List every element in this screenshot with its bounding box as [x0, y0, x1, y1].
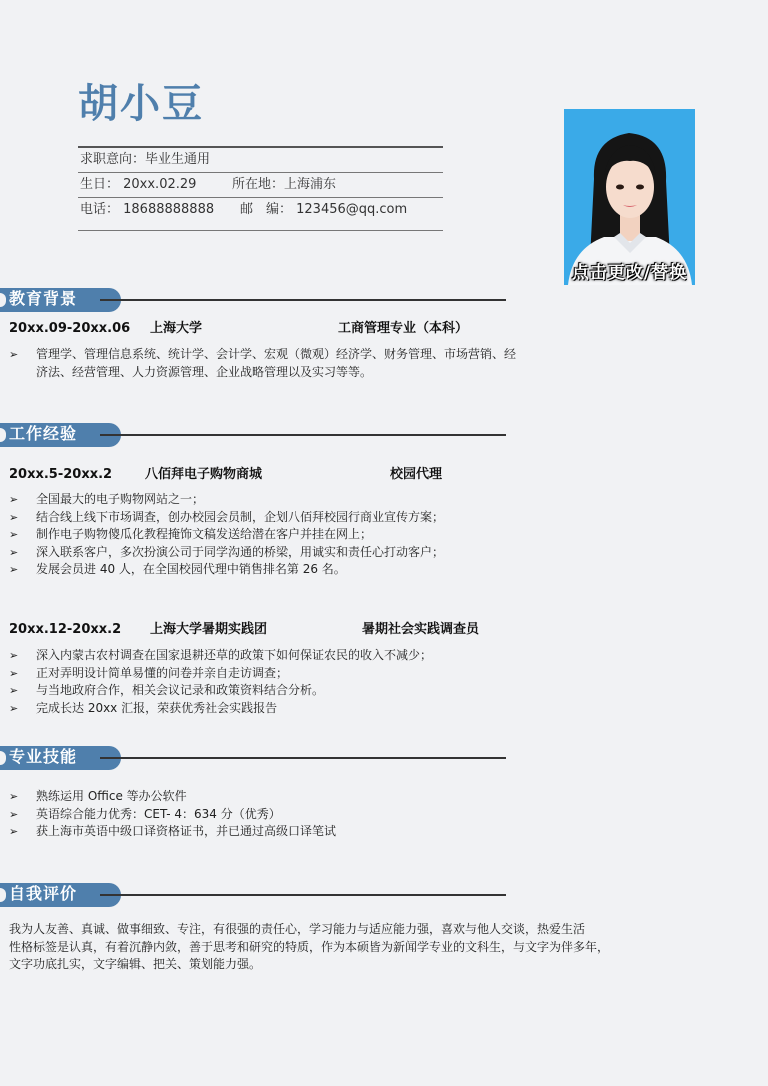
phone: 电话： 18688888888: [80, 202, 215, 217]
education-period: 20xx.09-20xx.06: [9, 321, 131, 336]
phone-email-row: [78, 198, 443, 222]
list-item: ➢ 正对弄明设计简单易懂的问卷并亲自走访调查；: [9, 665, 569, 683]
skills-list: [9, 788, 569, 841]
education-school: 上海大学: [150, 321, 203, 336]
list-item: ➢ 完成长达 20xx 汇报，荣获优秀社会实践报告: [9, 700, 569, 718]
section-rule: [100, 299, 506, 301]
birth-location-row: [78, 173, 443, 197]
divider: [78, 230, 443, 231]
location: 所在地：上海浦东: [232, 177, 337, 192]
job-role: 校园代理: [390, 467, 443, 482]
profile-photo[interactable]: [564, 109, 695, 285]
candidate-name: 胡小豆: [78, 81, 204, 127]
education-courses: [9, 346, 569, 381]
email: 邮 编： 123456@qq.com: [240, 202, 408, 217]
course-line: 济法、经营管理、人力资源管理、企业战略管理以及实习等等。: [36, 364, 373, 379]
section-title: 专业技能: [9, 747, 78, 766]
list-item: ➢ 制作电子购物傻瓜化教程掩饰文稿发送给潜在客户并挂在网上；: [9, 526, 569, 544]
section-rule: [100, 894, 506, 896]
job-intent: 求职意向：毕业生通用: [80, 152, 211, 167]
section-header-skills: [0, 746, 506, 770]
birthday: 生日： 20xx.02.29: [80, 177, 197, 192]
job-period: 20xx.12-20xx.2: [9, 622, 122, 637]
section-title: 自我评价: [9, 884, 78, 903]
list-item: ➢ 与当地政府合作，相关会议记录和政策资料结合分析。: [9, 682, 569, 700]
job-role: 暑期社会实践调查员: [362, 622, 480, 637]
list-item: ➢ 发展会员进 40 人，在全国校园代理中销售排名第 26 名。: [9, 561, 569, 579]
list-item: ➢ 英语综合能力优秀：CET- 4：634 分（优秀）: [9, 806, 569, 824]
paragraph-line: 文字功底扎实，文字编辑、把关、策划能力强。: [9, 957, 262, 971]
section-rule: [100, 757, 506, 759]
section-title: 教育背景: [9, 289, 78, 308]
list-item: ➢ 熟练运用 Office 等办公软件: [9, 788, 569, 806]
course-line: ➢ 管理学、管理信息系统、统计学、会计学、宏观（微观）经济学、财务管理、市场营销、经: [36, 347, 517, 361]
job-duties: [9, 647, 569, 717]
contact-info: [78, 146, 443, 231]
list-item: ➢ 全国最大的电子购物网站之一；: [9, 491, 569, 509]
education-major: 工商管理专业（本科）: [338, 321, 469, 336]
job-org: 上海大学暑期实践团: [150, 622, 268, 637]
section-header-education: [0, 288, 506, 312]
job-duties: [9, 491, 569, 579]
change-photo-button[interactable]: 点击更改/替换: [571, 263, 688, 283]
section-header-work: [0, 423, 506, 447]
list-item: [9, 346, 569, 381]
job-period: 20xx.5-20xx.2: [9, 467, 113, 482]
list-item: ➢ 获上海市英语中级口译资格证书，并已通过高级口译笔试: [9, 823, 569, 841]
list-item: ➢ 结合线上线下市场调查，创办校园会员制，企划八佰拜校园行商业宣传方案；: [9, 509, 569, 527]
job-org: 八佰拜电子购物商城: [145, 467, 263, 482]
section-title: 工作经验: [9, 424, 78, 443]
section-rule: [100, 434, 506, 436]
paragraph-line: 我为人友善、真诚、做事细致、专注，有很强的责任心，学习能力与适应能力强，喜欢与他人交谈，热爱生活: [9, 922, 586, 936]
self-eval-text: [9, 921, 669, 974]
section-header-self-eval: [0, 883, 506, 907]
paragraph-line: 性格标签是认真，有着沉静内敛，善于思考和研究的特质，作为本硕皆为新闻学专业的文科生，与文字为伴多年，: [9, 939, 610, 954]
list-item: ➢ 深入内蒙古农村调查在国家退耕还草的政策下如何保证农民的收入不减少；: [9, 647, 569, 665]
list-item: ➢ 深入联系客户，多次扮演公司于同学沟通的桥梁，用诚实和责任心打动客户；: [9, 544, 569, 562]
